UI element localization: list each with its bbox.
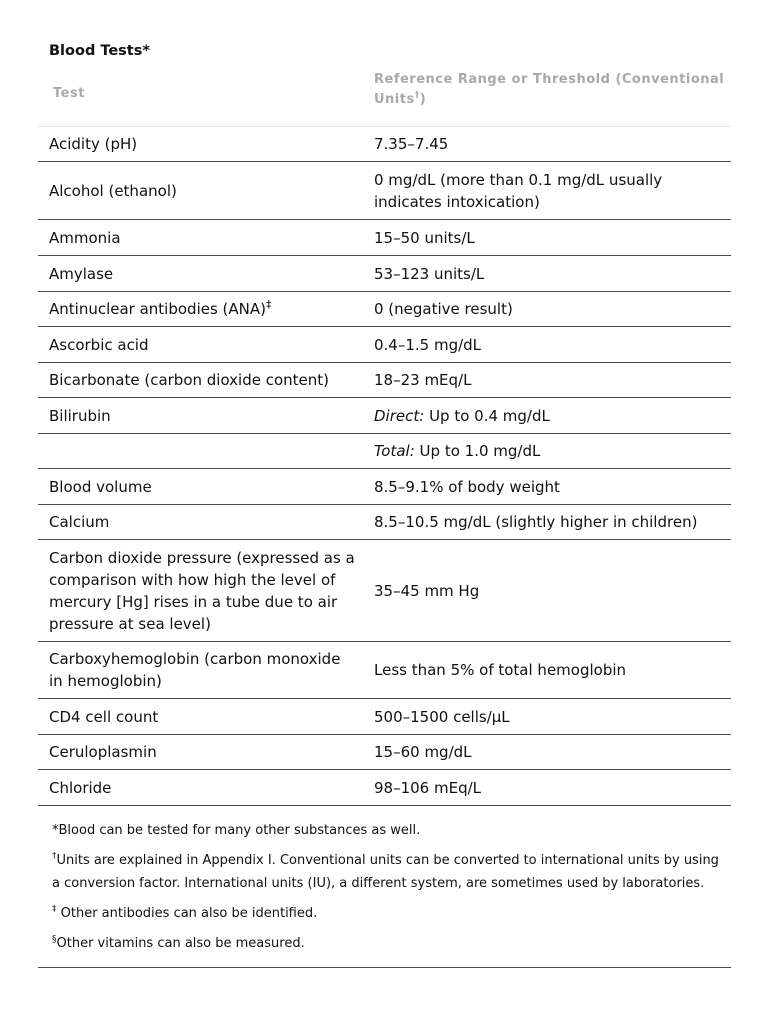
reference-range: 15–50 units/L [374,228,475,247]
footnote-section [52,932,721,955]
table-row [38,735,731,770]
test-name: Blood volume [49,477,152,496]
table-row [38,292,731,327]
table-row [38,540,731,642]
range-value: Up to 1.0 mg/dL [414,442,541,460]
reference-range: 8.5–10.5 mg/dL (slightly higher in children) [374,513,698,531]
test-name: Ceruloplasmin [49,743,157,761]
footnotes [38,806,731,968]
reference-range [363,405,731,427]
test-name: Amylase [49,264,114,283]
table-row [38,162,731,220]
reference-range: 15–60 mg/dL [374,743,472,761]
table-row [38,220,731,256]
test-name: CD4 cell count [49,707,159,726]
blood-tests-table [38,0,731,968]
footnote-dagger [52,849,721,895]
footnote-mark: ‡ [52,904,57,915]
table-title: Blood Tests* [49,43,150,59]
reference-range: 53–123 units/L [374,264,485,283]
reference-range: Less than 5% of total hemoglobin [374,661,627,679]
reference-range: 8.5–9.1% of body weight [374,477,560,496]
test-name: Carbon dioxide pressure (expressed as a comparison with how high the level of mercury [Hg] rises in a tube due to air pressure at sea level) [49,548,355,633]
double-dagger-footnote-mark: ‡ [266,298,272,311]
table-row [38,256,731,292]
table-row [38,505,731,540]
reference-range: 0 mg/dL (more than 0.1 mg/dL usually indicates intoxication) [374,170,663,211]
column-header-test: Test [53,86,85,101]
footnote-double-dagger [52,902,721,925]
footnote-mark: † [52,851,57,862]
test-name: Bicarbonate (carbon dioxide content) [49,371,330,389]
test-name: Ascorbic acid [49,335,149,354]
footnote-text: Blood can be tested for many other substances as well. [58,823,421,838]
reference-range: 0.4–1.5 mg/dL [374,335,482,354]
table-row [38,363,731,398]
range-qualifier: Direct: [374,406,425,425]
test-name [38,298,363,320]
table-row [38,127,731,162]
table-row [38,327,731,363]
dagger-footnote-mark: † [414,90,420,101]
table-header-row [38,61,731,127]
footnote-asterisk [52,819,721,842]
test-name: Alcohol (ethanol) [49,181,177,200]
column-header-range [363,61,731,126]
table-row [38,642,731,699]
test-name-text: Antinuclear antibodies (ANA) [49,300,266,318]
table-row [38,398,731,434]
footnote-mark: § [52,934,57,945]
reference-range: 98–106 mEq/L [374,778,482,797]
range-value: Up to 0.4 mg/dL [424,406,550,425]
reference-range [363,440,731,462]
reference-range: 18–23 mEq/L [374,371,472,389]
footnote-text: Other vitamins can also be measured. [56,936,305,951]
test-name: Ammonia [49,228,121,247]
table-row [38,469,731,505]
test-name: Carboxyhemoglobin (carbon monoxide in hemoglobin) [49,650,341,690]
footnote-mark: * [52,823,59,838]
table-row [38,699,731,735]
test-name: Calcium [49,513,110,531]
column-header-range-text: Reference Range or Threshold (Conventional Units [374,72,725,107]
reference-range: 500–1500 cells/µL [374,707,510,726]
test-name: Acidity (pH) [49,135,138,153]
reference-range: 0 (negative result) [374,300,513,318]
test-name: Chloride [49,778,112,797]
table-row [38,770,731,806]
table-row [38,434,731,469]
test-name: Bilirubin [49,406,111,425]
reference-range: 7.35–7.45 [374,135,449,153]
range-qualifier: Total: [374,442,415,460]
footnote-text: Other antibodies can also be identified. [56,906,318,921]
column-header-range-end: ) [419,92,427,107]
reference-range: 35–45 mm Hg [374,581,480,600]
footnote-text: Units are explained in Appendix I. Conventional units can be converted to international units by using a conversion factor. International units (IU), a different system, are sometimes used by laboratories. [52,853,719,891]
